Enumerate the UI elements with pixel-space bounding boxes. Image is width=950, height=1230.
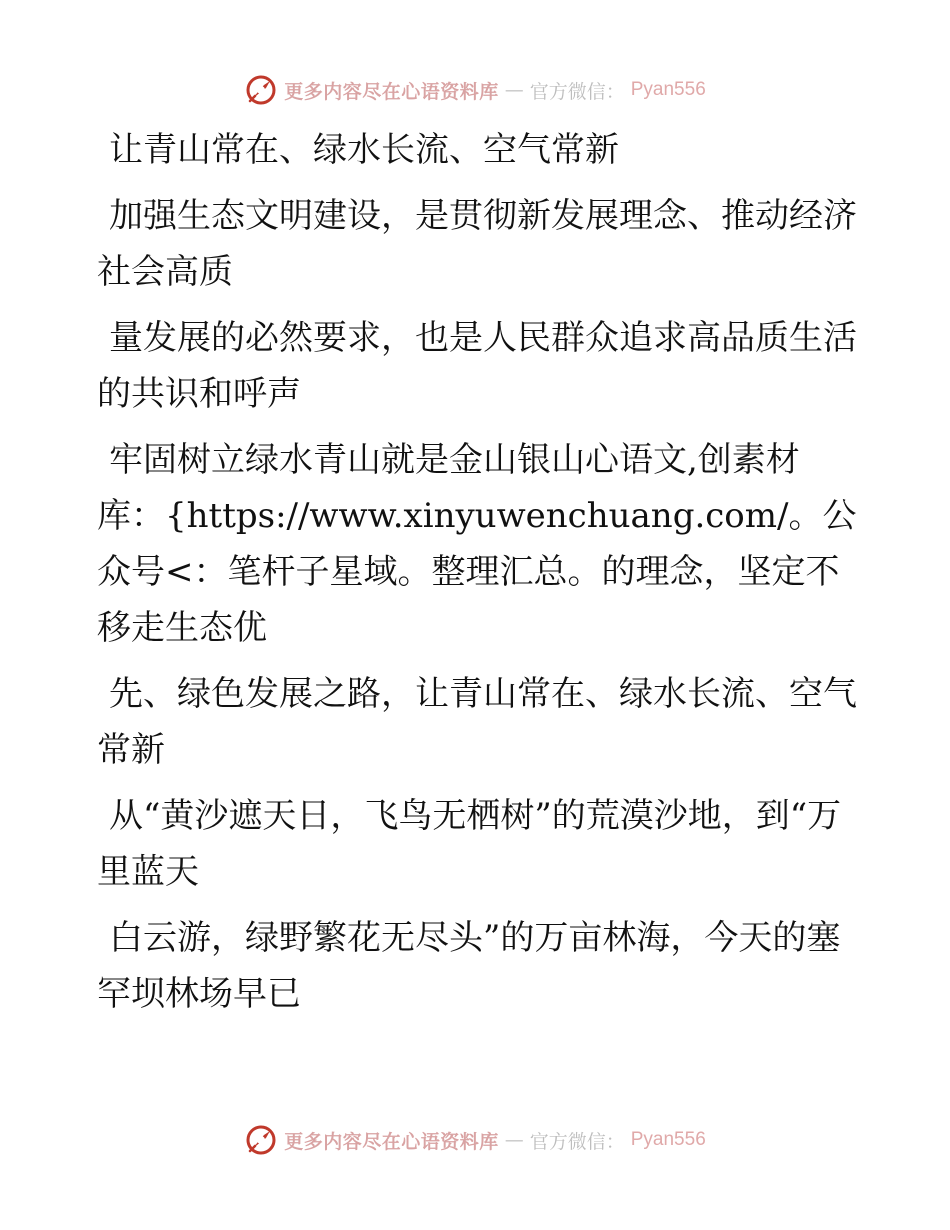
paragraph: 白云游，绿野繁花无尽头”的万亩林海，今天的塞罕坝林场早已 (97, 918, 841, 1014)
paragraph: 让青山常在、绿水长流、空气常新 (109, 130, 619, 170)
banner-wechat-id: Pyan556 (630, 79, 706, 100)
banner-title: 更多内容尽在心语资料库 (284, 80, 499, 103)
banner-separator: — (504, 1129, 524, 1151)
document-body (97, 122, 857, 1032)
paragraph: 牢固树立绿水青山就是金山银山心语文,创素材库：{https://www.xinyuwenchuang.com/。公众号<：笔杆子星域。整理汇总。的理念，坚定不移走生态优 (97, 440, 857, 648)
banner-title: 更多内容尽在心语资料库 (284, 1130, 499, 1153)
paragraph: 加强生态文明建设，是贯彻新发展理念、推动经济社会高质 (97, 196, 857, 292)
paragraph: 从“黄沙遮天日，飞鸟无栖树”的荒漠沙地，到“万里蓝天 (97, 796, 842, 892)
banner-separator: — (504, 79, 524, 101)
banner-wechat-label: 官方微信： (529, 1130, 625, 1153)
header-watermark-banner (0, 70, 950, 110)
banner-wechat-label: 官方微信： (529, 80, 625, 103)
banner-wechat-id: Pyan556 (630, 1129, 706, 1150)
quill-pen-logo-icon (244, 73, 278, 107)
quill-pen-logo-icon (244, 1123, 278, 1157)
paragraph: 量发展的必然要求，也是人民群众追求高品质生活的共识和呼声 (97, 318, 857, 414)
paragraph: 先、绿色发展之路，让青山常在、绿水长流、空气常新 (97, 674, 857, 770)
footer-watermark-banner (0, 1120, 950, 1160)
